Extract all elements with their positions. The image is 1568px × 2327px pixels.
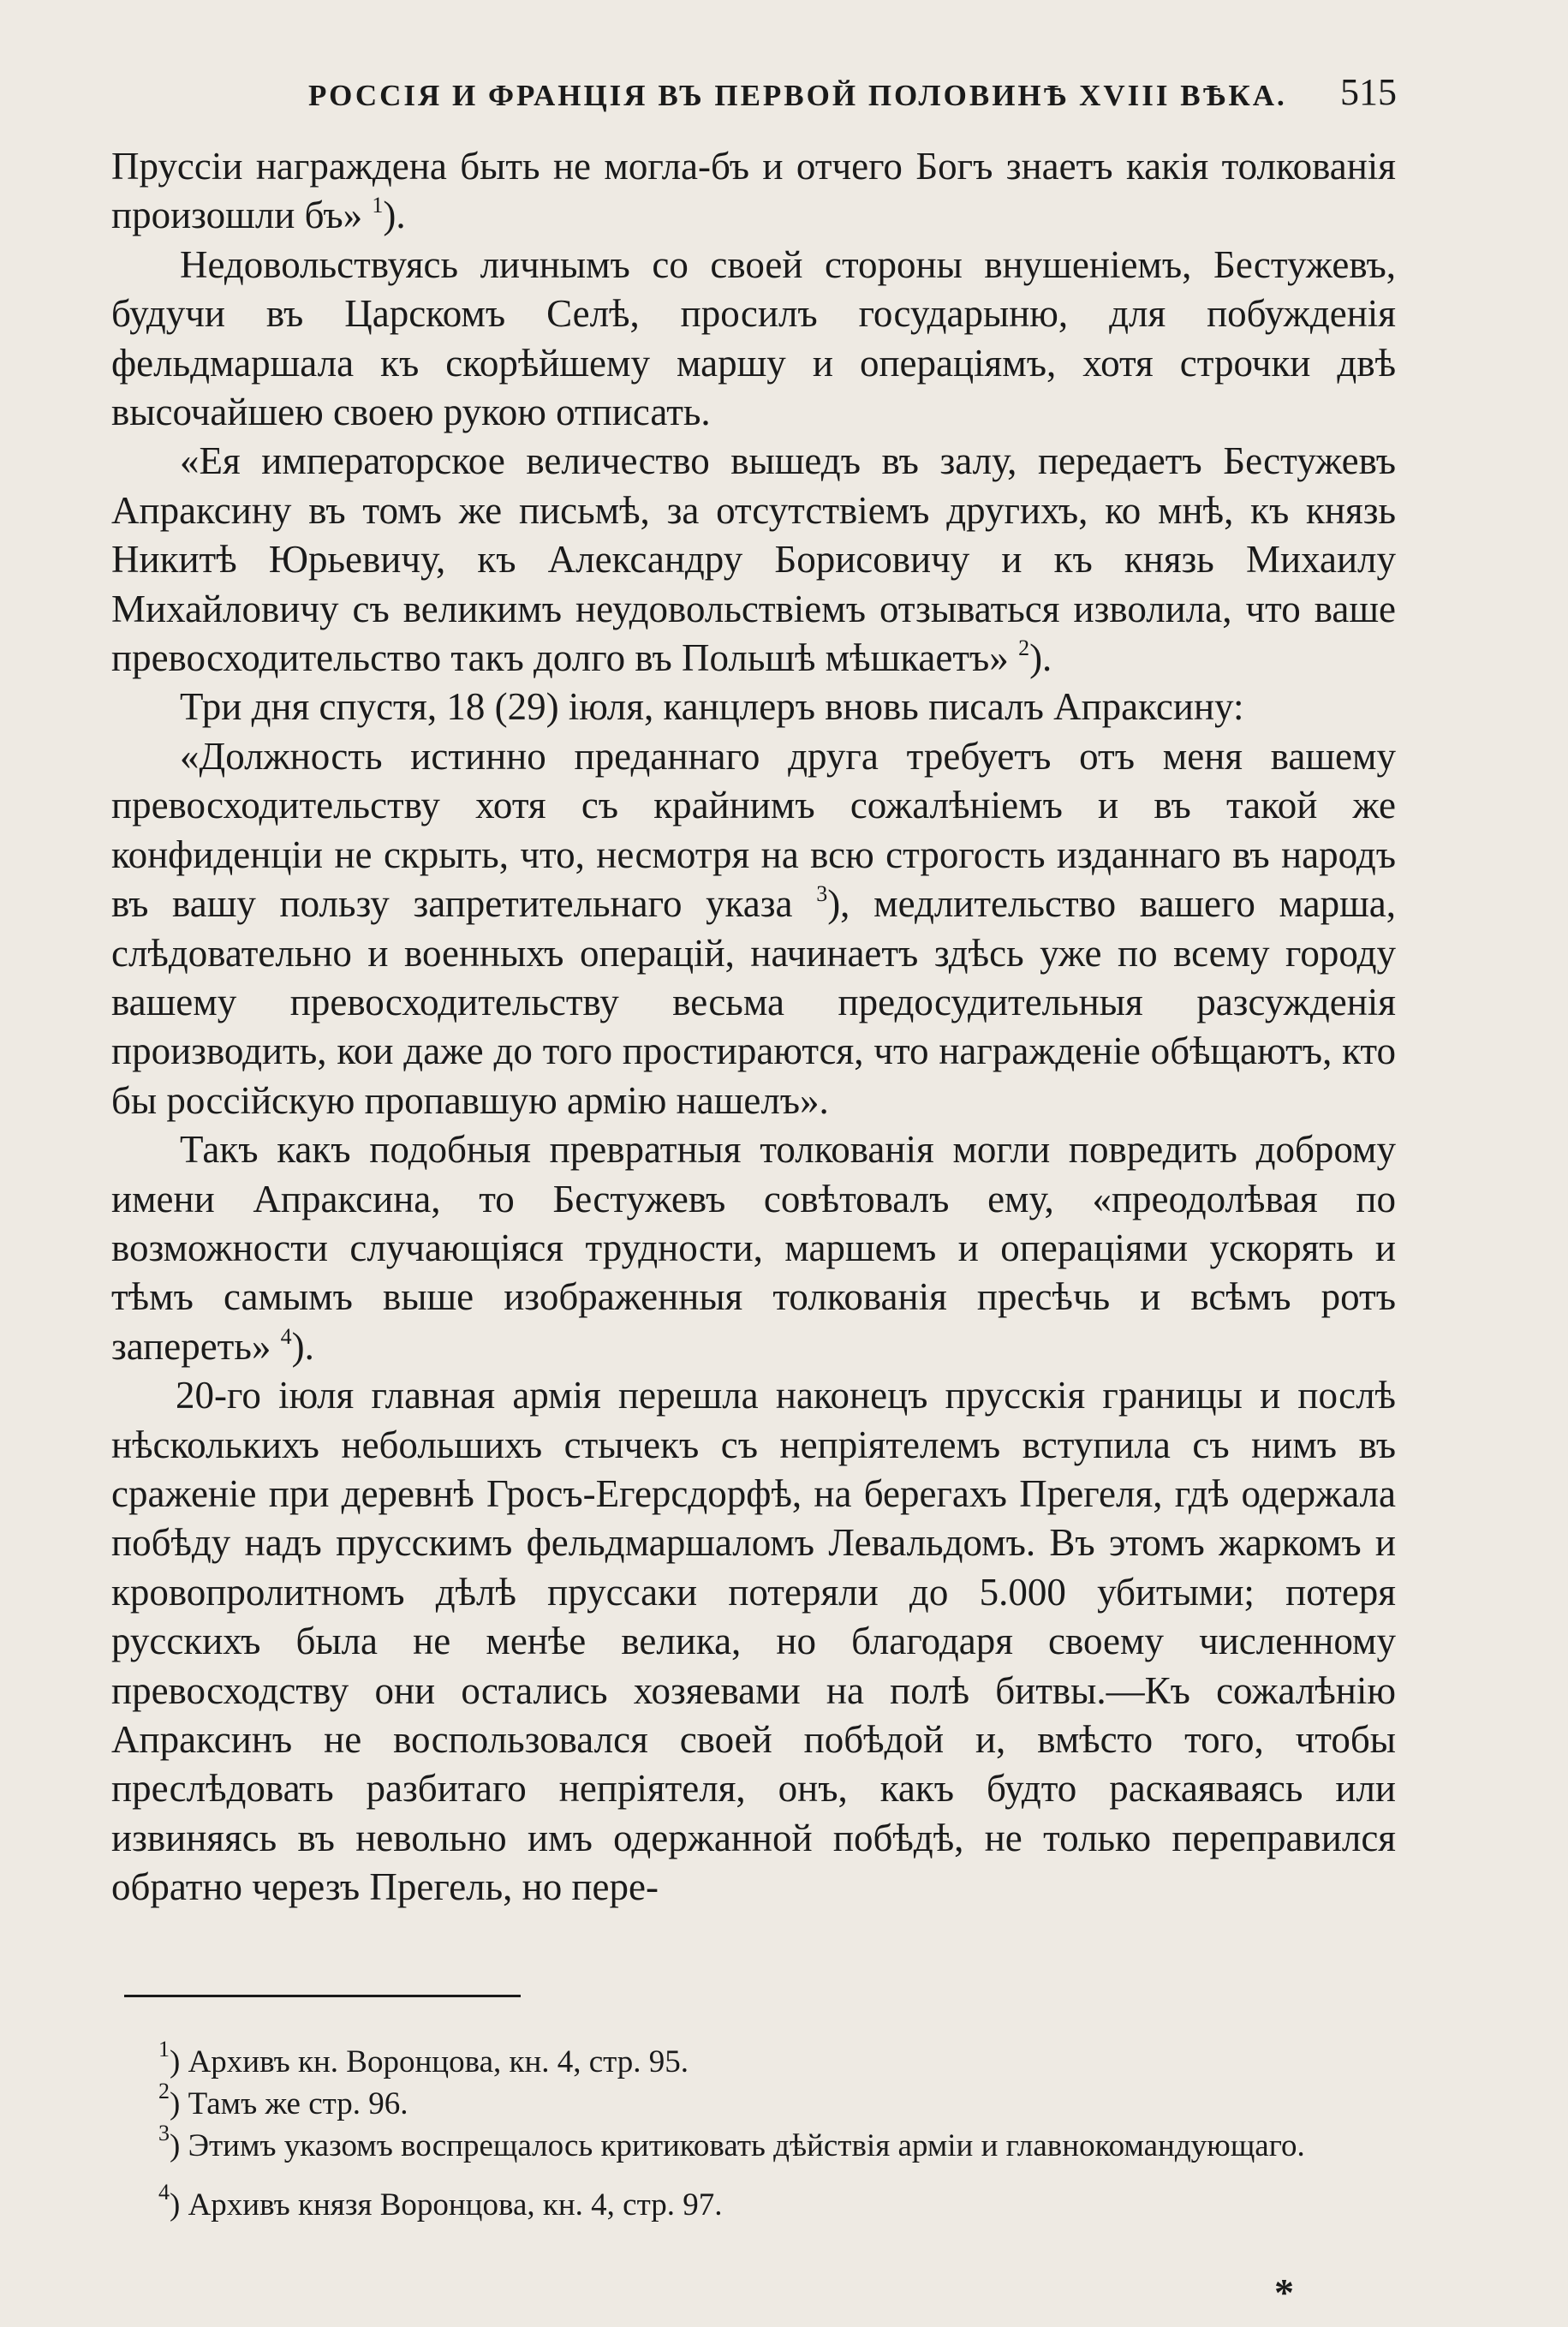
paragraph: 20-го іюля главная армія перешла наконецъ прусскія границы и послѣ нѣсколькихъ небольшихъ стычекъ съ непріятелемъ вступила съ нимъ въ сраженіе при деревнѣ Гросъ-Егерсдорфѣ, на берегахъ Прегеля, гдѣ одержала побѣду надъ прусскимъ фельдмаршаломъ Левальдомъ. Въ этомъ жаркомъ и кровопролитномъ дѣлѣ пруссаки потеряли до 5.000 убитыми; потеря русскихъ была не менѣе велика, но благодаря своему численному превосходству они остались хозяевами на полѣ битвы.—Къ сожалѣнію Апраксинъ не воспользовался своей побѣдой и, вмѣсто того, чтобы преслѣдовать разбитаго непріятеля, онъ, какъ будто раскаяваясь или извиняясь въ невольно имъ одержанной побѣдѣ, не только переправился обратно черезъ Прегель, но пере-	[111, 1374, 1396, 1909]
footnote-ref: 4	[280, 1323, 292, 1349]
footnote-mark: 4	[158, 2180, 170, 2205]
running-title: РОССІЯ И ФРАНЦІЯ ВЪ ПЕРВОЙ ПОЛОВИНѢ XVIII ВѢКА.	[308, 79, 1287, 112]
footnote-separator	[124, 1995, 521, 1997]
footnote-ref: 1	[372, 193, 384, 218]
footnote: $^1$) Архивъ кн. Воронцова, кн. 4, стр. 95.	[158, 2037, 689, 2079]
footnote: $^4$) Архивъ князя Воронцова, кн. 4, стр. 97.	[158, 2180, 723, 2223]
footnote-ref: 3	[816, 881, 828, 907]
footnote-ref: 2	[1018, 635, 1030, 661]
paragraph: «Ея императорское величество вышедъ въ залу, передаетъ Бестужевъ Апраксину въ томъ же письмѣ, за отсутствіемъ другихъ, ко мнѣ, къ князь Никитѣ Юрьевичу, къ Александру Борисовичу и къ князь Михаилу Михайловичу съ великимъ неудовольствіемъ отзываться изволила, что ваше превосходительство такъ долго въ Польшѣ мѣшкаетъ» $^2$).	[111, 439, 1396, 680]
page-number: 515	[1340, 71, 1397, 113]
footnote: $^2$) Тамъ же стр. 96.	[158, 2079, 408, 2121]
footnote-mark: 1	[158, 2037, 170, 2061]
footnote-mark: 2	[158, 2079, 170, 2103]
paragraph: Недовольствуясь личнымъ со своей стороны внушеніемъ, Бестужевъ, будучи въ Царскомъ Селѣ, просилъ государыню, для побужденія фельдмаршала къ скорѣйшему маршу и операціямъ, хотя строчки двѣ высочайшею своею рукою отписать.	[111, 242, 1396, 434]
signature-mark: *	[1274, 2270, 1294, 2314]
footnote: $^3$) Этимъ указомъ воспрещалось критиковать дѣйствія арміи и главнокомандующаго.	[158, 2121, 1305, 2163]
paragraph: Пруссіи награждена быть не могла-бъ и отчего Богъ знаетъ какія толкованія произошли бъ» $^1$).	[111, 145, 1396, 237]
body-text	[111, 142, 1396, 1912]
page-header	[111, 70, 1397, 122]
footnote-mark: 3	[158, 2121, 170, 2145]
paragraph: Такъ какъ подобныя превратныя толкованія могли повредить доброму имени Апраксина, то Бестужевъ совѣтовалъ ему, «преодолѣвая по возможности случающіяся трудности, маршемъ и операціями ускорять и тѣмъ самымъ выше изображенныя толкованія пресѣчь и всѣмъ ротъ запереть» $^4$).	[111, 1128, 1396, 1368]
footnotes	[111, 2037, 1396, 2226]
paragraph: «Должность истинно преданнаго друга требуетъ отъ меня вашему превосходительству хотя съ крайнимъ сожалѣніемъ и въ такой же конфиденціи не скрыть, что, несмотря на всю строгость изданнаго въ народъ въ вашу пользу запретительнаго указа $^3$), медлительство вашего марша, слѣдовательно и военныхъ операцій, начинаетъ здѣсь уже по всему городу вашему превосходительству весьма предосудительныя разсужденія производить, кои даже до того простираются, что награжденіе обѣщаютъ, кто бы россійскую пропавшую армію нашелъ».	[111, 734, 1397, 1122]
paragraph: Три дня спустя, 18 (29) іюля, канцлеръ вновь писалъ Апраксину:	[180, 685, 1244, 729]
